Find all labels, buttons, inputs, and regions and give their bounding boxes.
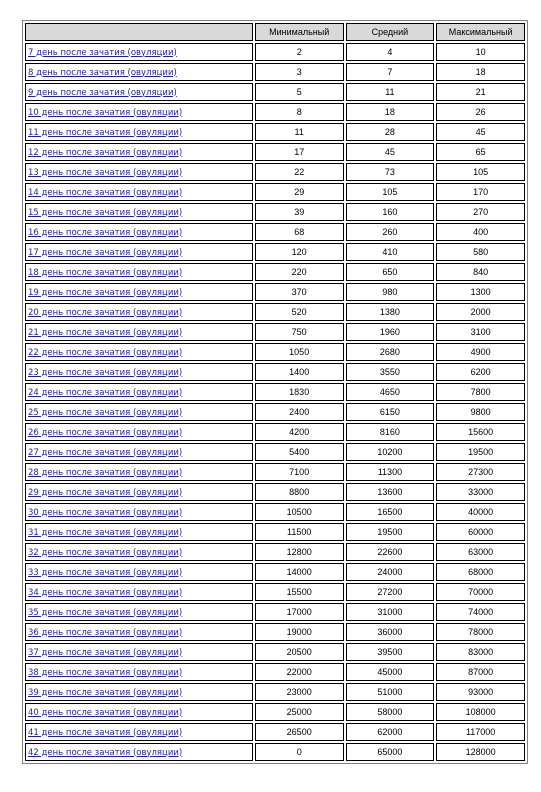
day-link[interactable]: 11 день после зачатия (овуляции) [28, 127, 183, 138]
header-min: Минимальный [255, 23, 344, 41]
min-value-cell: 14000 [255, 563, 344, 581]
table-row [25, 403, 525, 421]
day-link[interactable]: 33 день после зачатия (овуляции) [28, 567, 183, 578]
max-value-cell: 128000 [436, 743, 525, 761]
table-row [25, 723, 525, 741]
day-cell [25, 703, 253, 721]
max-value-cell: 15600 [436, 423, 525, 441]
day-link[interactable]: 34 день после зачатия (овуляции) [28, 587, 183, 598]
min-value-cell: 15500 [255, 583, 344, 601]
table-row [25, 263, 525, 281]
max-value-cell: 580 [436, 243, 525, 261]
avg-value-cell: 16500 [346, 503, 435, 521]
day-link[interactable]: 14 день после зачатия (овуляции) [28, 187, 183, 198]
max-value-cell: 45 [436, 123, 525, 141]
table-row [25, 743, 525, 761]
max-value-cell: 108000 [436, 703, 525, 721]
avg-value-cell: 3550 [346, 363, 435, 381]
day-cell [25, 623, 253, 641]
min-value-cell: 17 [255, 143, 344, 161]
min-value-cell: 29 [255, 183, 344, 201]
min-value-cell: 5400 [255, 443, 344, 461]
table-row [25, 103, 525, 121]
avg-value-cell: 73 [346, 163, 435, 181]
table-row [25, 483, 525, 501]
max-value-cell: 2000 [436, 303, 525, 321]
table-row [25, 303, 525, 321]
day-link[interactable]: 31 день после зачатия (овуляции) [28, 527, 183, 538]
avg-value-cell: 1960 [346, 323, 435, 341]
day-link[interactable]: 40 день после зачатия (овуляции) [28, 707, 183, 718]
day-cell [25, 423, 253, 441]
table-row [25, 363, 525, 381]
max-value-cell: 74000 [436, 603, 525, 621]
day-cell [25, 723, 253, 741]
table-row [25, 343, 525, 361]
max-value-cell: 105 [436, 163, 525, 181]
min-value-cell: 19000 [255, 623, 344, 641]
max-value-cell: 400 [436, 223, 525, 241]
table-row [25, 443, 525, 461]
day-cell [25, 443, 253, 461]
min-value-cell: 750 [255, 323, 344, 341]
day-link[interactable]: 42 день после зачатия (овуляции) [28, 747, 183, 758]
min-value-cell: 22000 [255, 663, 344, 681]
avg-value-cell: 11 [346, 83, 435, 101]
max-value-cell: 26 [436, 103, 525, 121]
day-link[interactable]: 24 день после зачатия (овуляции) [28, 387, 183, 398]
table-row [25, 383, 525, 401]
table-row [25, 203, 525, 221]
table-row [25, 543, 525, 561]
day-cell [25, 63, 253, 81]
day-link[interactable]: 9 день после зачатия (овуляции) [28, 87, 177, 98]
header-max: Максимальный [436, 23, 525, 41]
min-value-cell: 26500 [255, 723, 344, 741]
day-cell [25, 683, 253, 701]
day-cell [25, 263, 253, 281]
day-link[interactable]: 23 день после зачатия (овуляции) [28, 367, 183, 378]
day-cell [25, 603, 253, 621]
max-value-cell: 7800 [436, 383, 525, 401]
min-value-cell: 68 [255, 223, 344, 241]
min-value-cell: 12800 [255, 543, 344, 561]
day-link[interactable]: 36 день после зачатия (овуляции) [28, 627, 183, 638]
max-value-cell: 40000 [436, 503, 525, 521]
max-value-cell: 1300 [436, 283, 525, 301]
day-cell [25, 283, 253, 301]
min-value-cell: 39 [255, 203, 344, 221]
day-link[interactable]: 7 день после зачатия (овуляции) [28, 47, 177, 58]
day-cell [25, 163, 253, 181]
min-value-cell: 23000 [255, 683, 344, 701]
day-link[interactable]: 22 день после зачатия (овуляции) [28, 347, 183, 358]
max-value-cell: 63000 [436, 543, 525, 561]
day-link[interactable]: 17 день после зачатия (овуляции) [28, 247, 183, 258]
day-cell [25, 483, 253, 501]
avg-value-cell: 45000 [346, 663, 435, 681]
day-cell [25, 183, 253, 201]
max-value-cell: 33000 [436, 483, 525, 501]
day-link[interactable]: 15 день после зачатия (овуляции) [28, 207, 183, 218]
day-link[interactable]: 25 день после зачатия (овуляции) [28, 407, 183, 418]
day-link[interactable]: 28 день после зачатия (овуляции) [28, 467, 183, 478]
table-row [25, 703, 525, 721]
max-value-cell: 87000 [436, 663, 525, 681]
avg-value-cell: 39500 [346, 643, 435, 661]
day-link[interactable]: 10 день после зачатия (овуляции) [28, 107, 183, 118]
avg-value-cell: 4650 [346, 383, 435, 401]
avg-value-cell: 260 [346, 223, 435, 241]
avg-value-cell: 105 [346, 183, 435, 201]
max-value-cell: 93000 [436, 683, 525, 701]
avg-value-cell: 6150 [346, 403, 435, 421]
day-cell [25, 243, 253, 261]
max-value-cell: 270 [436, 203, 525, 221]
day-cell [25, 743, 253, 761]
max-value-cell: 60000 [436, 523, 525, 541]
table-row [25, 143, 525, 161]
avg-value-cell: 58000 [346, 703, 435, 721]
day-link[interactable]: 41 день после зачатия (овуляции) [28, 727, 183, 738]
avg-value-cell: 18 [346, 103, 435, 121]
max-value-cell: 18 [436, 63, 525, 81]
avg-value-cell: 19500 [346, 523, 435, 541]
avg-value-cell: 2680 [346, 343, 435, 361]
day-cell [25, 503, 253, 521]
day-cell [25, 363, 253, 381]
day-link[interactable]: 16 день после зачатия (овуляции) [28, 227, 183, 238]
max-value-cell: 10 [436, 43, 525, 61]
max-value-cell: 65 [436, 143, 525, 161]
day-cell [25, 383, 253, 401]
min-value-cell: 370 [255, 283, 344, 301]
day-cell [25, 203, 253, 221]
table-row [25, 523, 525, 541]
avg-value-cell: 160 [346, 203, 435, 221]
table-body [25, 43, 525, 761]
day-link[interactable]: 27 день после зачатия (овуляции) [28, 447, 183, 458]
header-avg: Средний [346, 23, 435, 41]
day-link[interactable]: 12 день после зачатия (овуляции) [28, 147, 183, 158]
day-link[interactable]: 29 день после зачатия (овуляции) [28, 487, 183, 498]
min-value-cell: 120 [255, 243, 344, 261]
day-link[interactable]: 37 день после зачатия (овуляции) [28, 647, 183, 658]
min-value-cell: 20500 [255, 643, 344, 661]
min-value-cell: 2400 [255, 403, 344, 421]
day-cell [25, 83, 253, 101]
day-cell [25, 543, 253, 561]
day-link[interactable]: 26 день после зачатия (овуляции) [28, 427, 183, 438]
avg-value-cell: 10200 [346, 443, 435, 461]
avg-value-cell: 980 [346, 283, 435, 301]
table-row [25, 503, 525, 521]
avg-value-cell: 45 [346, 143, 435, 161]
avg-value-cell: 410 [346, 243, 435, 261]
day-cell [25, 563, 253, 581]
table-row [25, 223, 525, 241]
day-link[interactable]: 39 день после зачатия (овуляции) [28, 687, 183, 698]
day-cell [25, 343, 253, 361]
hcg-table-container [22, 20, 528, 764]
avg-value-cell: 22600 [346, 543, 435, 561]
min-value-cell: 4200 [255, 423, 344, 441]
day-cell [25, 123, 253, 141]
day-cell [25, 663, 253, 681]
avg-value-cell: 65000 [346, 743, 435, 761]
table-row [25, 663, 525, 681]
header-empty-cell [25, 23, 253, 41]
day-cell [25, 223, 253, 241]
min-value-cell: 1830 [255, 383, 344, 401]
avg-value-cell: 4 [346, 43, 435, 61]
min-value-cell: 25000 [255, 703, 344, 721]
avg-value-cell: 62000 [346, 723, 435, 741]
day-cell [25, 523, 253, 541]
max-value-cell: 4900 [436, 343, 525, 361]
avg-value-cell: 13600 [346, 483, 435, 501]
day-link[interactable]: 13 день после зачатия (овуляции) [28, 167, 183, 178]
day-cell [25, 303, 253, 321]
table-row [25, 63, 525, 81]
avg-value-cell: 36000 [346, 623, 435, 641]
day-cell [25, 583, 253, 601]
max-value-cell: 83000 [436, 643, 525, 661]
avg-value-cell: 11300 [346, 463, 435, 481]
day-cell [25, 643, 253, 661]
day-cell [25, 103, 253, 121]
avg-value-cell: 24000 [346, 563, 435, 581]
min-value-cell: 0 [255, 743, 344, 761]
avg-value-cell: 8160 [346, 423, 435, 441]
table-row [25, 623, 525, 641]
max-value-cell: 117000 [436, 723, 525, 741]
min-value-cell: 5 [255, 83, 344, 101]
max-value-cell: 170 [436, 183, 525, 201]
avg-value-cell: 650 [346, 263, 435, 281]
table-row [25, 643, 525, 661]
table-row [25, 43, 525, 61]
max-value-cell: 70000 [436, 583, 525, 601]
max-value-cell: 9800 [436, 403, 525, 421]
day-link[interactable]: 18 день после зачатия (овуляции) [28, 267, 183, 278]
day-cell [25, 403, 253, 421]
table-row [25, 463, 525, 481]
min-value-cell: 7100 [255, 463, 344, 481]
table-row [25, 423, 525, 441]
hcg-levels-table [22, 20, 528, 764]
min-value-cell: 8 [255, 103, 344, 121]
day-cell [25, 463, 253, 481]
avg-value-cell: 51000 [346, 683, 435, 701]
max-value-cell: 3100 [436, 323, 525, 341]
max-value-cell: 6200 [436, 363, 525, 381]
day-cell [25, 143, 253, 161]
min-value-cell: 10500 [255, 503, 344, 521]
max-value-cell: 27300 [436, 463, 525, 481]
min-value-cell: 1400 [255, 363, 344, 381]
table-row [25, 603, 525, 621]
min-value-cell: 520 [255, 303, 344, 321]
max-value-cell: 68000 [436, 563, 525, 581]
avg-value-cell: 7 [346, 63, 435, 81]
max-value-cell: 840 [436, 263, 525, 281]
min-value-cell: 8800 [255, 483, 344, 501]
max-value-cell: 19500 [436, 443, 525, 461]
day-cell [25, 43, 253, 61]
min-value-cell: 22 [255, 163, 344, 181]
day-link[interactable]: 20 день после зачатия (овуляции) [28, 307, 183, 318]
min-value-cell: 1050 [255, 343, 344, 361]
avg-value-cell: 31000 [346, 603, 435, 621]
day-link[interactable]: 19 день после зачатия (овуляции) [28, 287, 183, 298]
avg-value-cell: 1380 [346, 303, 435, 321]
min-value-cell: 17000 [255, 603, 344, 621]
table-row [25, 563, 525, 581]
table-header-row [25, 23, 525, 41]
day-link[interactable]: 8 день после зачатия (овуляции) [28, 67, 177, 78]
avg-value-cell: 28 [346, 123, 435, 141]
table-row [25, 123, 525, 141]
min-value-cell: 2 [255, 43, 344, 61]
min-value-cell: 220 [255, 263, 344, 281]
table-row [25, 323, 525, 341]
day-link[interactable]: 32 день после зачатия (овуляции) [28, 547, 183, 558]
max-value-cell: 21 [436, 83, 525, 101]
table-row [25, 243, 525, 261]
table-row [25, 683, 525, 701]
day-link[interactable]: 35 день после зачатия (овуляции) [28, 607, 183, 618]
min-value-cell: 11500 [255, 523, 344, 541]
table-row [25, 163, 525, 181]
table-row [25, 583, 525, 601]
max-value-cell: 78000 [436, 623, 525, 641]
min-value-cell: 11 [255, 123, 344, 141]
table-row [25, 283, 525, 301]
day-link[interactable]: 21 день после зачатия (овуляции) [28, 327, 183, 338]
table-row [25, 83, 525, 101]
day-cell [25, 323, 253, 341]
day-link[interactable]: 30 день после зачатия (овуляции) [28, 507, 183, 518]
min-value-cell: 3 [255, 63, 344, 81]
avg-value-cell: 27200 [346, 583, 435, 601]
table-row [25, 183, 525, 201]
day-link[interactable]: 38 день после зачатия (овуляции) [28, 667, 183, 678]
